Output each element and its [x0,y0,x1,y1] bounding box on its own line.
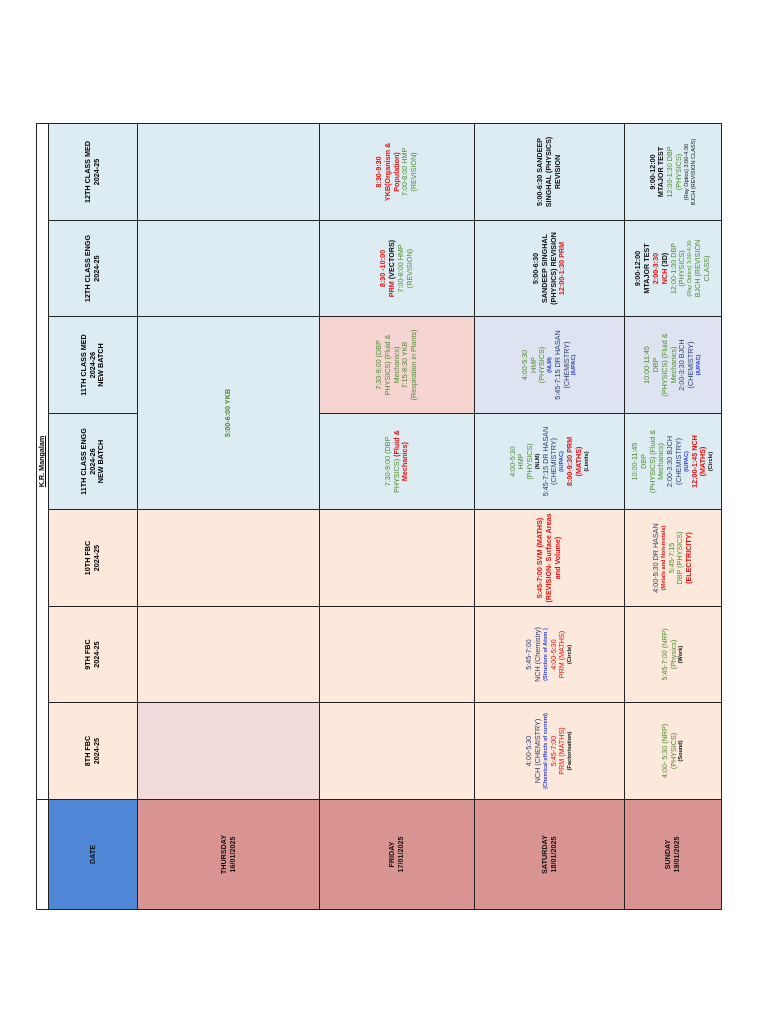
date-header: DATE [49,800,138,910]
col-header-12th-engg: 12TH CLASS ENGG 2024-25 [49,221,138,317]
timetable-sheet [36,124,718,910]
cell-sun-11th-med: 10:00-11:45 DBP (PHYSICS) (Fluid & Mechanics) 2:00-3:30 BJCH (CHEMISTRY) (IUPAC) [625,317,722,414]
day-sunday: SUNDAY 19/01/2025 [625,800,722,910]
cell-sat-11th-engg: 4:00-5:30 HMP (PHYSICS) (NLM) 5:45-7:15 DR HASAN (CHEMISTRY) (IUPAC) 8:00-9:30 PRM (MATHS) (Limits) [475,414,625,510]
cell-thu-10th [138,510,320,607]
cell-sat-10th: 5:45-7:00 SVM (MATHS) (REVISION- Surface Areas and Volume) [475,510,625,607]
col-header-11th-engg: 11TH CLASS ENGG 2024-26 NEW BATCH [49,414,138,510]
col-header-11th-med: 11TH CLASS MED 2024-26 NEW BATCH [49,317,138,414]
cell-thu-9th [138,607,320,703]
col-header-9th: 9TH FBC 2024-25 [49,607,138,703]
col-header-8th: 8TH FBC 2024-25 [49,703,138,800]
cell-thu-12th-engg [138,221,320,317]
cell-sat-11th-med: 4:00-5:30 HMP (PHYSICS) (NLM) 5:45-7:15 DR HASAN (CHEMISTRY) (IUPAC) [475,317,625,414]
day-thursday: THURSDAY 16/01/2025 [138,800,320,910]
cell-sun-9th: 5:45-7:00 (NRP) (Physics) (Work) [625,607,722,703]
col-header-12th-med: 12TH CLASS MED 2024-25 [49,123,138,220]
cell-sun-12th-med: 9:00-12:00 MTAJOR TEST 12:00-1:30 DBP (PHYSICS) (Ray Optics) 3:00-4:30 BJCH (REVISION CLASS) [625,123,722,220]
cell-fri-8th [320,703,475,800]
cell-thu-8th [138,703,320,800]
timetable [36,123,722,910]
cell-sun-12th-engg: 9:00-12:00 MTAJOR TEST 2:00-3:30 NCH (3D) 12:00-1:30 DBP (PHYSICS) (Ray Optics) 3:00-4:30 BJCH (REVISION CLASS) [625,221,722,317]
day-saturday: SATURDAY 18/01/2025 [475,800,625,910]
cell-sat-12th-med: 5:00-6:30 SANDEEP SINGHAL (PHYSICS) REVISION [475,123,625,220]
cell-sun-10th: 4:00-5:30 DR HASAN (Metals and Non-metals) 5:45-7:15 DBP (PHYSICS) (ELECTRICITY) [625,510,722,607]
cell-sat-9th: 5:45-7:00 NCH (Chemistry) (Structure of Atom ) 4:00-5:30 PRM (MATHS) (Circle) [475,607,625,703]
cell-thu-12th-med [138,123,320,220]
day-friday: FRIDAY 17/01/2025 [320,800,475,910]
cell-sat-8th: 4:00-5:30 NCH (CHEMISTRY) (Chemical effects of current) 5:45-7:00 PRM (MATHS) (Factorisation) [475,703,625,800]
cell-sun-11th-engg: 10:00-11:45 DBP (PHYSICS) (Fluid & Mechanics) 2:00-3:30 BJCH (CHEMISTRY) (IUPAC) 12:00-1:45 NCH (MATHS) (Circle) [625,414,722,510]
cell-sun-8th: 4:00- 5:30 (NRP) (PHYSICS) (Sound) [625,703,722,800]
cell-fri-11th-engg: 7:30-9:00 (DBP PHYSICS) (Fluid & Mechanics) [320,414,475,510]
cell-fri-9th [320,607,475,703]
cell-thu-11th: 5:00-6:00 YKB [138,317,320,510]
cell-fri-12th-engg: 8:30 -10:00 PRM (VECTORS) 7:00-8:00 HMP (REVISION) [320,221,475,317]
col-header-10th: 10TH FBC 2024-25 [49,510,138,607]
school-title: K.R. Mangalam [37,123,49,799]
cell-fri-12th-med: 8:30-9:30 YKB(Organism & Population) 7:00-8:00 HMP (REVISION) [320,123,475,220]
cell-sat-12th-engg: 5:00-6:30 SANDEEP SINGHAL (PHYSICS) REVISION 12:00-1:30 PRM [475,221,625,317]
rotated-timetable [36,124,718,910]
cell-fri-10th [320,510,475,607]
cell-fri-11th-med: 7:30-9:00 (DBP PHYSICS) (Fluid & Mechanics) 7:15-8:30 YKB (Respiration in Plants) [320,317,475,414]
